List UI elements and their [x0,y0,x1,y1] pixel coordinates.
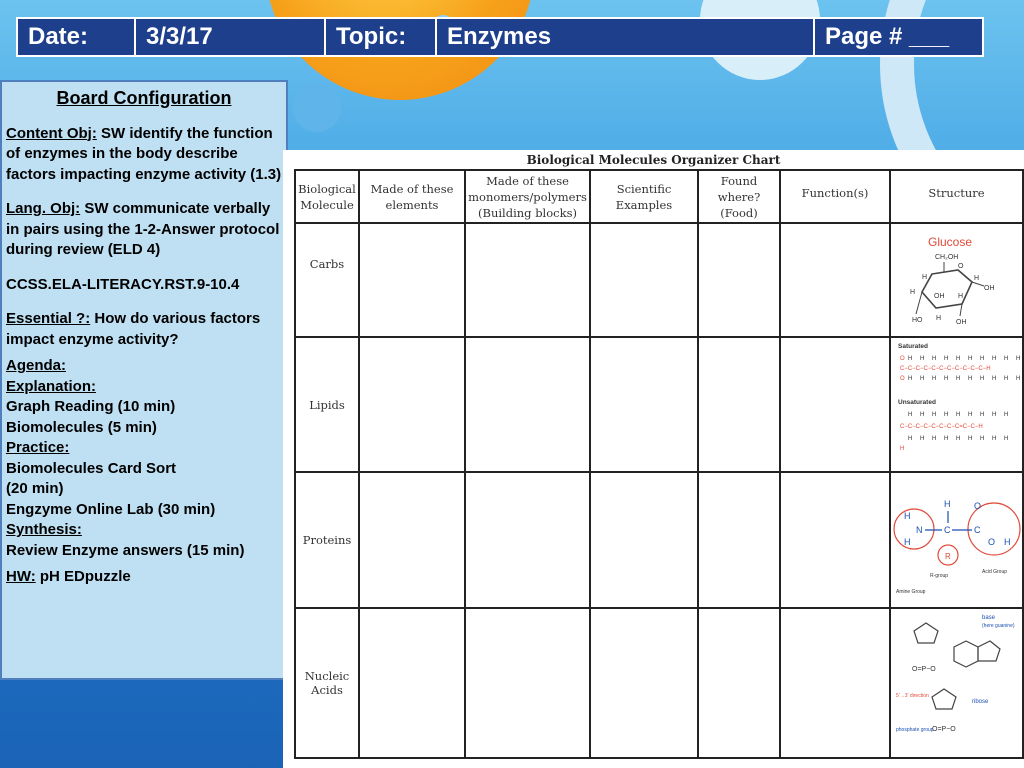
column-header: Biological Molecule [295,170,359,223]
table-cell [465,337,590,472]
table-cell [359,223,465,337]
row-label-carbs: Carbs [295,223,359,337]
svg-text:O: O [900,356,905,362]
structure-cell-amino-acid [890,472,1023,608]
essential-label: Essential ?: [6,310,91,327]
organizer-chart [283,150,1024,768]
topic-label: Topic: [326,19,437,55]
table-cell [780,337,890,472]
svg-text:O=P−O: O=P−O [932,726,956,733]
table-row [295,337,1023,472]
svg-text:O=P−O: O=P−O [912,666,936,673]
phosphate-label: phosphate group [896,727,934,733]
svg-text:H: H [904,537,911,547]
svg-text:H: H [1004,537,1011,547]
base-sub-label: (here guanine) [982,623,1015,629]
svg-text:H H H H H H H H H H: H H H H H H H H H H [908,376,1021,382]
base-label: base [982,615,996,621]
structure-cell-nucleotide [890,608,1023,758]
amine-group-label: Amine Group [896,589,926,595]
structure-cell-lipids [890,337,1023,472]
organizer-table [294,169,1024,759]
svg-text:CH₂OH: CH₂OH [935,254,959,261]
table-cell [698,223,780,337]
table-cell [359,472,465,608]
agenda-item: Graph Reading (10 min) [6,398,176,415]
homework [6,567,282,588]
content-obj-text: SW identify the function of enzymes in the body describe factors impacting enzyme activity (1.3) [6,124,282,183]
nucleotide-structure-image [892,609,1021,754]
content-objective [6,124,282,186]
lang-obj-text: SW communicate verbally in pairs using the 1-2-Answer protocol during review (ELD 4) [6,200,280,258]
agenda-item: Biomolecules Card Sort [6,459,177,477]
table-cell [780,608,890,758]
svg-text:O: O [974,501,982,511]
table-cell [698,472,780,608]
chart-title: Biological Molecules Organizer Chart [526,153,781,167]
panel-title: Board Configuration [56,88,232,108]
explanation-label: Explanation: [6,377,97,395]
column-header: Made of these monomers/polymers (Building blocks) [465,170,590,223]
board-configuration-panel [0,80,288,680]
ribose-label: ribose [972,699,989,705]
background-bubble [293,84,341,132]
table-cell [780,223,890,337]
unsaturated-label: Unsaturated [898,399,936,406]
svg-text:C−C−C−C−C−C−C−C−C−C−C−H: C−C−C−C−C−C−C−C−C−C−C−H [900,366,991,372]
svg-text:HO: HO [912,317,923,324]
svg-text:C: C [974,525,981,535]
agenda-item: Review Enzyme answers (15 min) [6,541,245,559]
svg-text:H: H [944,499,951,509]
acid-group-label: Acid Group [982,569,1008,575]
row-label-proteins: Proteins [295,472,359,608]
practice-label: Practice: [6,439,70,456]
svg-text:O: O [958,263,964,270]
essential-question [6,309,282,350]
topic-value: Enzymes [437,19,815,55]
page-number-label: Page # ___ [825,23,950,50]
table-cell [590,608,698,758]
svg-text:OH: OH [984,285,995,292]
row-label-nucleic-acids: Nucleic Acids [295,608,359,758]
table-cell [698,337,780,472]
agenda-item: Engzyme Online Lab (30 min) [6,500,216,518]
synthesis-label: Synthesis: [6,521,82,538]
direction-label: 5'→3' direction [896,693,929,699]
svg-text:OH: OH [956,319,967,326]
table-cell [359,337,465,472]
table-row [295,472,1023,608]
table-row [295,608,1023,758]
svg-text:H: H [910,289,916,296]
header-bar [16,17,984,57]
svg-text:OH: OH [934,293,945,300]
table-cell [698,608,780,758]
agenda-item: (20 min) [6,480,64,497]
amino-acid-structure-image [892,473,1021,604]
column-header: Found where? (Food) [698,170,780,223]
content-obj-label: Content Obj: [6,124,97,142]
language-objective [6,199,282,261]
structure-cell-glucose [890,223,1023,337]
table-cell [465,223,590,337]
svg-text:H H H H H H H H H: H H H H H H H H H [908,412,1012,418]
essential-text: How do various factors impact enzyme activity? [6,310,261,348]
hw-text: pH EDpuzzle [35,568,131,585]
table-cell [359,608,465,758]
lang-obj-label: Lang. Obj: [6,200,81,217]
svg-text:H H H H H H H H H H: H H H H H H H H H H [908,356,1021,362]
svg-text:C: C [944,525,951,535]
svg-text:H H H H H H H H H: H H H H H H H H H [908,436,1012,442]
svg-text:H: H [958,293,964,300]
svg-text:H: H [922,274,928,281]
svg-text:H: H [904,511,911,521]
row-label-lipids: Lipids [295,337,359,472]
column-header: Function(s) [780,170,890,223]
date-value: 3/3/17 [136,19,326,55]
glucose-structure-image [892,224,1021,333]
column-header: Made of these elements [359,170,465,223]
saturated-label: Saturated [898,343,928,350]
column-header: Structure [890,170,1023,223]
agenda-label: Agenda: [6,357,66,374]
glucose-label: Glucose [928,235,973,249]
table-header-row [295,170,1023,223]
hw-label: HW: [6,568,36,585]
table-cell [590,337,698,472]
svg-text:H: H [974,275,980,282]
r-group-label: R-group [930,573,949,579]
svg-text:H: H [900,446,905,452]
table-cell [465,472,590,608]
svg-text:O: O [900,376,905,382]
table-cell [590,223,698,337]
svg-text:O: O [988,537,996,547]
agenda-item: Biomolecules (5 min) [6,418,157,436]
standard-code: CCSS.ELA-LITERACY.RST.9-10.4 [6,275,240,293]
svg-text:H: H [936,315,942,322]
table-cell [780,472,890,608]
table-cell [590,472,698,608]
svg-text:N: N [916,525,923,535]
svg-text:R: R [945,552,951,561]
date-label: Date: [18,19,136,55]
svg-text:C−C−C−C−C−C−C−C=C−C−H: C−C−C−C−C−C−C−C=C−C−H [900,424,983,430]
table-row [295,223,1023,337]
table-cell [465,608,590,758]
fatty-acid-structure-image [892,338,1021,468]
column-header: Scientific Examples [590,170,698,223]
